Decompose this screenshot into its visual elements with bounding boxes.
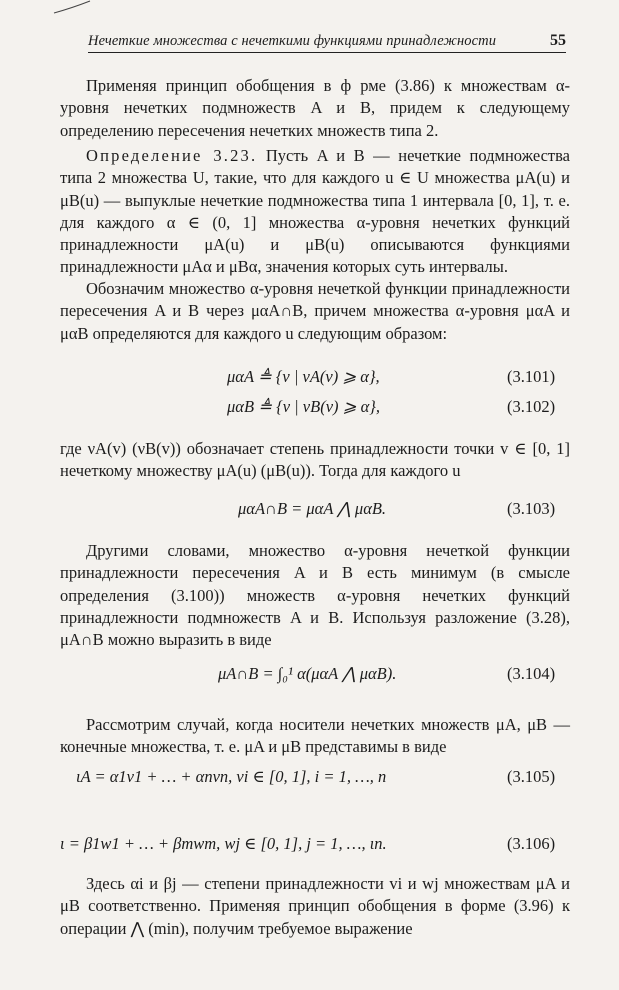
definition-label: Определение 3.23. xyxy=(86,146,258,165)
definition-3-23 xyxy=(60,145,570,279)
formula-3-105: ιA = α1v1 + … + αnvn, vi ∈ [0, 1], i = 1, …, n xyxy=(76,767,387,786)
paragraph-alpha-level xyxy=(60,278,570,345)
paragraph-finite-supports xyxy=(60,714,570,759)
formula-3-106: ι = β1w1 + … + βmwm, wj ∈ [0, 1], j = 1, …, ιn. xyxy=(60,834,387,853)
equation-number-3-106: (3.106) xyxy=(507,834,556,853)
definition-text: Пусть A и B — нечеткие подмножества типа 2 множества U, такие, что для каждого u ∈ U множества μA(u) и μB(u) — выпуклые нечеткие подмножества типа 1 интервала [0, 1], т. е. для каждого α ∈ (0, 1] множества α-уровня нечетких функций принадлежности μA(u) и μB(u) описываются функциями принадлежности μAα и μBα, значения которых суть интервалы. xyxy=(60,146,570,277)
paragraph-membership xyxy=(60,438,570,483)
running-header xyxy=(88,32,566,53)
paragraph-text: где νA(v) (νB(v)) обозначает степень принадлежности точки v ∈ [0, 1] нечеткому множеству μA(u) (μB(u)). Тогда для каждого u xyxy=(60,439,570,481)
paragraph-degrees xyxy=(60,873,570,940)
paragraph-text: Применяя принцип обобщения в ф рме (3.86) к множествам α-уровня нечетких подмножеств A и B, придем к следующему определению пересечения нечетких множеств типа 2. xyxy=(60,76,570,140)
equation-number-3-105: (3.105) xyxy=(507,767,556,786)
paragraph-intro xyxy=(60,75,570,142)
page-number: 55 xyxy=(550,32,566,49)
equation-number-3-103: (3.103) xyxy=(507,499,556,518)
scan-corner-mark xyxy=(52,0,92,14)
equation-number-3-101: (3.101) xyxy=(507,367,556,386)
paragraph-minimum xyxy=(60,540,570,651)
paragraph-text: Другими словами, множество α-уровня нечеткой функции принадлежности пересечения A и B есть минимум (в смысле определения (3.100)) множеств α-уровня нечетких функций принадлежности подмножеств A и B. Используя разложение (3.28), μA∩B можно выразить в виде xyxy=(60,541,570,650)
formula-3-102: μαB ≜ {v | νB(v) ⩾ α}, xyxy=(227,397,380,416)
equation-number-3-102: (3.102) xyxy=(507,397,556,416)
formula-3-101: μαA ≜ {v | νA(v) ⩾ α}, xyxy=(227,367,380,386)
equation-number-3-104: (3.104) xyxy=(507,664,556,683)
paragraph-text: Обозначим множество α-уровня нечеткой функции принадлежности пересечения A и B через μαA∩B, причем множества α-уровня μαA и μαB определяются для каждого u следующим образом: xyxy=(60,279,570,343)
running-header-title: Нечеткие множества с нечеткими функциями принадлежности xyxy=(88,33,497,49)
formula-3-103: μαA∩B = μαA ⋀ μαB. xyxy=(238,499,387,518)
paragraph-text: Здесь αi и βj — степени принадлежности vi и wj множествам μA и μB соответственно. Применяя принцип обобщения в форме (3.96) к операции ⋀ (min), получим требуемое выражение xyxy=(60,874,570,938)
formula-3-104: μA∩B = ∫₀¹ α(μαA ⋀ μαB). xyxy=(218,664,397,683)
paragraph-text: Рассмотрим случай, когда носители нечетких множеств μA, μB — конечные множества, т. е. μA и μB представимы в виде xyxy=(60,715,570,757)
